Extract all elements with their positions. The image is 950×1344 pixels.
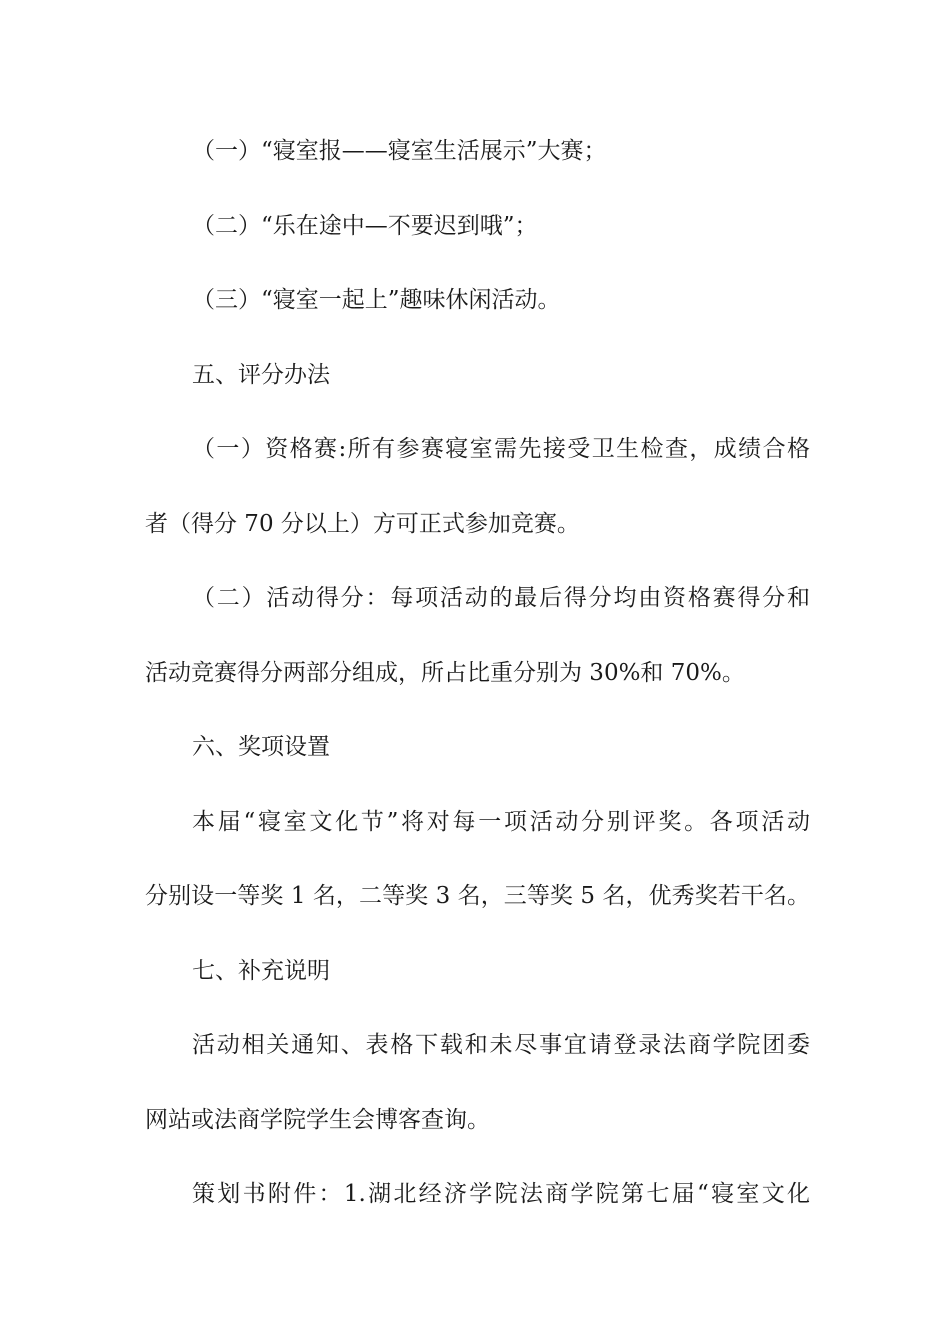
- section-heading-awards: 六、奖项设置: [192, 734, 330, 760]
- section-heading-scoring: 五、评分办法: [192, 362, 330, 388]
- paragraph-qualification-line-2: 者（得分 70 分以上）方可正式参加竞赛。: [145, 511, 580, 537]
- paragraph-notes-line-1: 活动相关通知、表格下载和未尽事宜请登录法商学院团委: [192, 1032, 810, 1058]
- list-item-3: （三）“寝室一起上”趣味休闲活动。: [192, 287, 561, 313]
- list-item-1: （一）“寝室报——寝室生活展示”大赛；: [192, 138, 607, 164]
- paragraph-notes-line-2: 网站或法商学院学生会博客查询。: [145, 1107, 490, 1133]
- paragraph-attachment-line-1: 策划书附件：1.湖北经济学院法商学院第七届“寝室文化: [192, 1181, 810, 1207]
- paragraph-activity-score-line-2: 活动竞赛得分两部分组成，所占比重分别为 30%和 70%。: [145, 660, 745, 686]
- paragraph-qualification-line-1: （一）资格赛:所有参赛寝室需先接受卫生检查，成绩合格: [192, 436, 810, 462]
- list-item-2: （二）“乐在途中—不要迟到哦”；: [192, 213, 538, 239]
- paragraph-awards-line-2: 分别设一等奖 1 名，二等奖 3 名，三等奖 5 名，优秀奖若干名。: [145, 883, 810, 909]
- paragraph-activity-score-line-1: （二）活动得分：每项活动的最后得分均由资格赛得分和: [192, 585, 810, 611]
- section-heading-notes: 七、补充说明: [192, 958, 330, 984]
- paragraph-awards-line-1: 本届“寝室文化节”将对每一项活动分别评奖。各项活动: [192, 809, 810, 835]
